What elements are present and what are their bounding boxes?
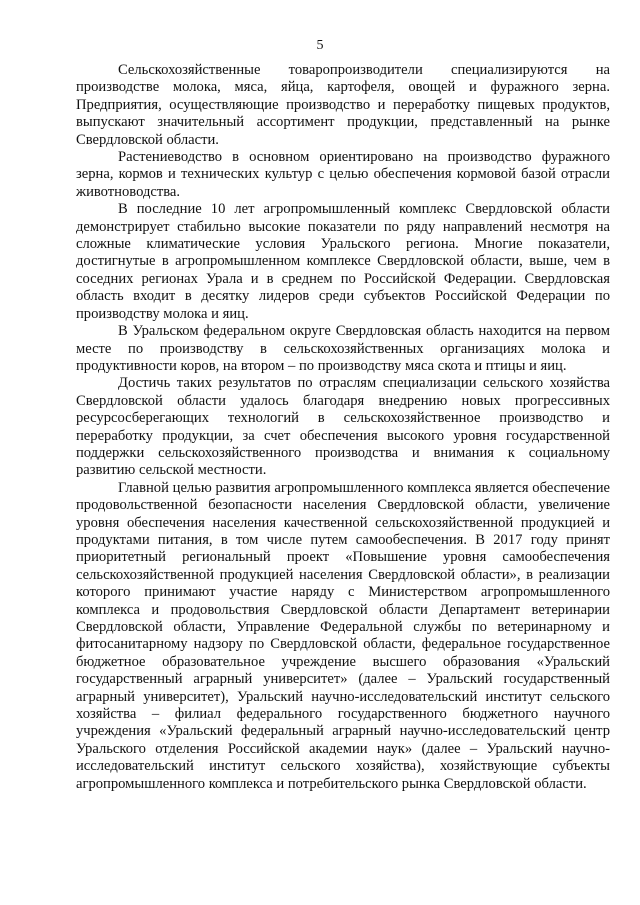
paragraph-main-goal: Главной целью развития агропромышленного комплекса является обеспечение продовольственной безопасности населения Свердловской области, увеличение уровня обеспечения населения качественной сельскохозяйственной продукцией и продуктами питания, в том числе путем самообеспечения. В 2017 году принят приоритетный региональный проект «Повышение уровня самообеспечения сельскохозяйственной продукцией населения Свердловской области», в реализации которого принимают участие наряду с Министерством агропромышленного комплекса и продовольствия Свердловской области Департамент ветеринарии Свердловской области, Управление Федеральной службы по ветеринарному и фитосанитарному надзору по Свердловской области, федеральное государственное бюджетное образовательное учреждение высшего образования «Уральский государственный аграрный университет» (далее – Уральский государственный аграрный университет), Уральский научно-исследовательский институт сельского хозяйства – филиал федерального государственного бюджетного научного учреждения «Уральский федеральный аграрный научно-исследовательский центр Уральского отделения Российской академии наук» (далее – Уральский научно-исследовательский институт сельского хозяйства), хозяйствующие субъекты агропромышленного комплекса и потребительского рынка Свердловской области. bbox=[76, 479, 610, 792]
paragraph-agro-complex-results: В последние 10 лет агропромышленный комплекс Свердловской области демонстрирует стабильно высокие показатели по ряду направлений несмотря на сложные климатические условия Уральского региона. Многие показатели, достигнутые в агропромышленном комплексе Свердловской области, выше, чем в соседних регионах Урала и в среднем по Российской Федерации. Свердловская область входит в десятку лидеров среди субъектов Российской Федерации по производству молока и яиц. bbox=[76, 201, 610, 322]
paragraph-producers: Сельскохозяйственные товаропроизводители специализируются на производстве молока, мяса, яйца, картофеля, овощей и фуражного зерна. Предприятия, осуществляющие производство и переработку пищевых продуктов, выпускают значительный ассортимент продукции, представленный на рынке Свердловской области. bbox=[76, 62, 610, 148]
paragraph-ural-district-ranking: В Уральском федеральном округе Свердловская область находится на первом месте по производству в сельскохозяйственных организациях молока и продуктивности коров, на втором – по производству мяса скота и птицы и яиц. bbox=[76, 323, 610, 374]
paragraph-achievements: Достичь таких результатов по отраслям специализации сельского хозяйства Свердловской области удалось благодаря внедрению новых прогрессивных ресурсосберегающих технологий в сельскохозяйственное производство и переработку продукции, за счет обеспечения высокого уровня государственной поддержки сельскохозяйственного производства и внимания к социальному развитию сельской местности. bbox=[76, 375, 610, 479]
paragraph-crop-production: Растениеводство в основном ориентировано на производство фуражного зерна, кормов и технических культур с целью обеспечения кормовой базой отрасли животноводства. bbox=[76, 149, 610, 200]
page-number: 5 bbox=[316, 38, 324, 53]
document-body bbox=[76, 62, 610, 793]
